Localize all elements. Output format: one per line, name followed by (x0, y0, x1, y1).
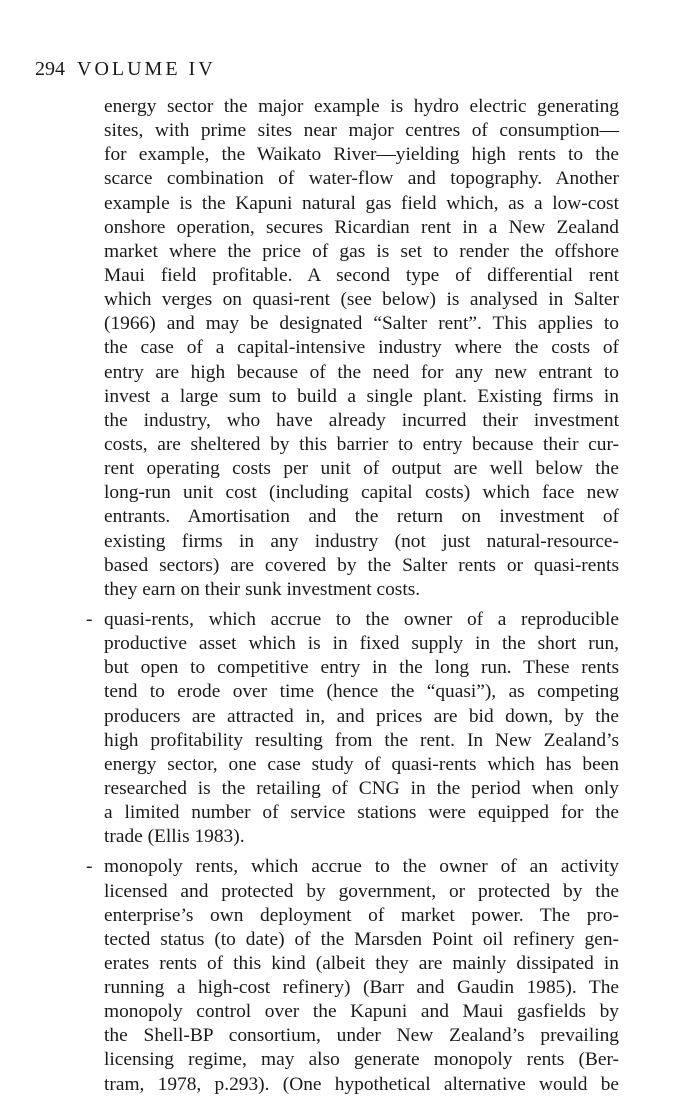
text-line: rent operating costs per unit of output are well below the (104, 458, 619, 480)
list-dash: - (86, 856, 93, 878)
text-line: invest a large sum to build a single plant. Existing firms in (104, 385, 619, 407)
running-head (35, 56, 216, 82)
volume-title: VOLUME IV (77, 58, 216, 80)
text-line: trade (Ellis 1983). (104, 826, 245, 848)
text-line: entrants. Amortisation and the return on investment of (104, 506, 619, 528)
text-line: tected status (to date) of the Marsden Point oil refinery gen- (104, 928, 619, 950)
text-line: the case of a capital-intensive industry where the costs of (104, 337, 619, 359)
text-line: based sectors) are covered by the Salter rents or quasi-rents (104, 554, 619, 576)
text-line: running a high-cost refinery) (Barr and Gaudin 1985). The (104, 977, 619, 999)
text-line: Maui field profitable. A second type of differential rent (104, 264, 619, 286)
paragraph-continued (0, 95, 700, 602)
text-line: sites, with prime sites near major centres of consumption— (104, 120, 619, 142)
text-line: researched is the retailing of CNG in the period when only (104, 777, 619, 799)
body-text (0, 95, 700, 1097)
text-line: monopoly rents, which accrue to the owner of an activity (104, 856, 619, 878)
list-dash: - (86, 608, 93, 630)
text-line: (1966) and may be designated “Salter rent”. This applies to (104, 313, 619, 335)
text-line: example is the Kapuni natural gas field which, as a low-cost (104, 192, 619, 214)
text-line: the Shell-BP consortium, under New Zealand’s prevailing (104, 1025, 619, 1047)
text-line: productive asset which is in fixed supply in the short run, (104, 633, 619, 655)
text-line: quasi-rents, which accrue to the owner of a reproducible (104, 608, 619, 630)
text-line: for example, the Waikato River—yielding high rents to the (104, 144, 619, 166)
text-line: producers are attracted in, and prices are bid down, by the (104, 705, 619, 727)
text-line: tend to erode over time (hence the “quasi”), as competing (104, 681, 619, 703)
text-line: market where the price of gas is set to render the offshore (104, 240, 619, 262)
text-line: long-run unit cost (including capital costs) which face new (104, 482, 619, 504)
text-line: high profitability resulting from the rent. In New Zealand’s (104, 729, 619, 751)
text-line: licensed and protected by government, or protected by the (104, 880, 619, 902)
text-line: enterprise’s own deployment of market power. The pro- (104, 904, 619, 926)
text-line: scarce combination of water-flow and topography. Another (104, 168, 619, 190)
page-number: 294 (35, 58, 65, 80)
text-line: tram, 1978, p.293). (One hypothetical alternative would be (104, 1073, 619, 1095)
text-line: energy sector, one case study of quasi-rents which has been (104, 753, 619, 775)
text-line: costs, are sheltered by this barrier to entry because their cur- (104, 433, 619, 455)
text-line: monopoly control over the Kapuni and Maui gasfields by (104, 1001, 619, 1023)
text-line: energy sector the major example is hydro electric generating (104, 96, 619, 117)
text-line: onshore operation, secures Ricardian rent in a New Zealand (104, 216, 619, 238)
text-line: which verges on quasi-rent (see below) is analysed in Salter (104, 289, 619, 311)
text-line: entry are high because of the need for any new entrant to (104, 361, 619, 383)
text-line: but open to competitive entry in the long run. These rents (104, 657, 619, 679)
text-line: the industry, who have already incurred their investment (104, 409, 619, 431)
text-line: existing firms in any industry (not just natural-resource- (104, 530, 619, 552)
text-line: erates rents of this kind (albeit they are mainly dissipated in (104, 952, 619, 974)
text-line: a limited number of service stations were equipped for the (104, 802, 619, 824)
text-line: they earn on their sunk investment costs. (104, 578, 421, 600)
text-line: licensing regime, may also generate monopoly rents (Ber- (104, 1049, 619, 1071)
list-item-quasi-rents (0, 608, 700, 849)
list-item-monopoly-rents (0, 855, 700, 1096)
